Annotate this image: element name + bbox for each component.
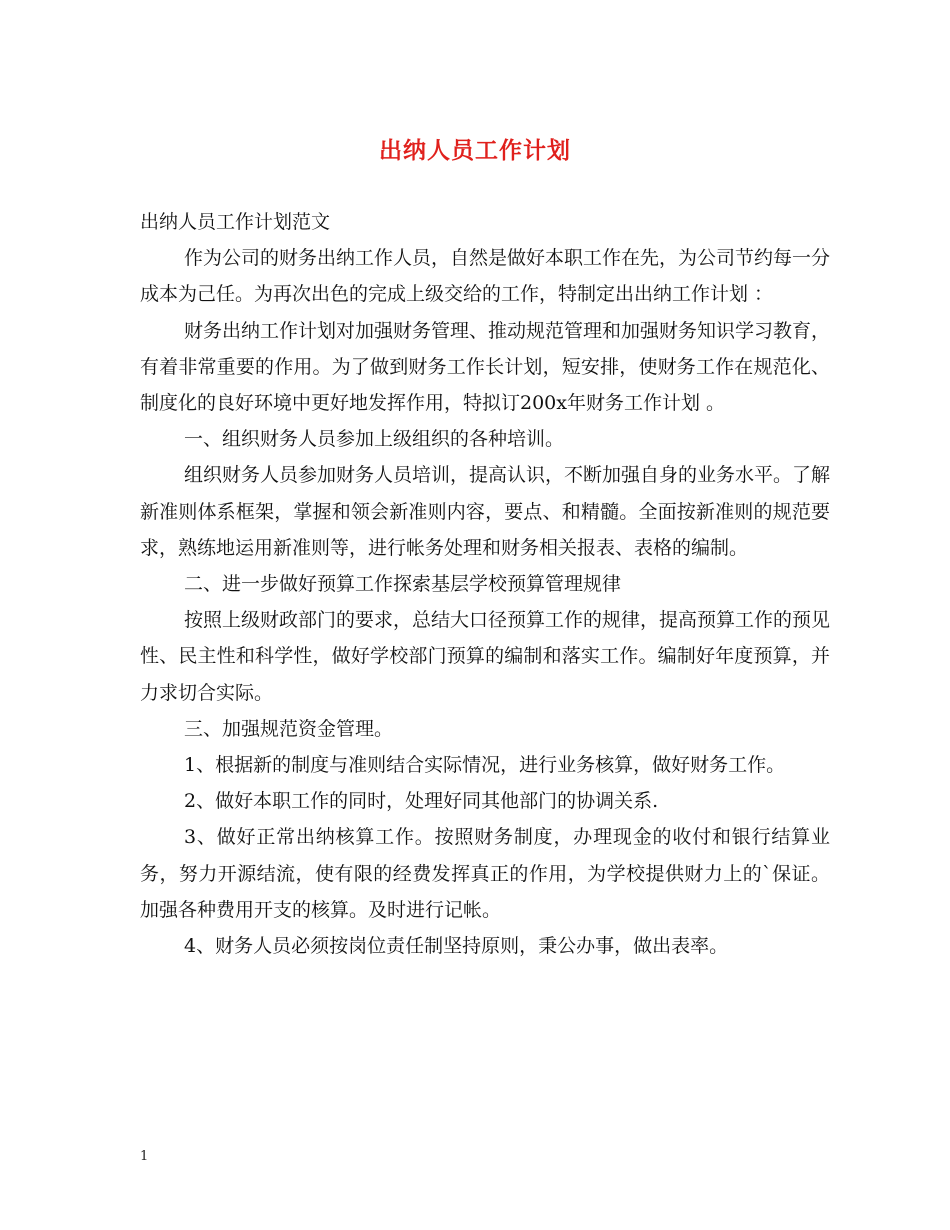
paragraph-purpose: 财务出纳工作计划对加强财务管理、推动规范管理和加强财务知识学习教育，有着非常重要的作用。为了做到财务工作长计划，短安排，使财务工作在规范化、制度化的良好环境中更好地发挥作用，特拟订200x年财务工作计划 。 [140,319,831,415]
document-subtitle: 出纳人员工作计划范文 [140,211,331,233]
list-item-3: 3、做好正常出纳核算工作。按照财务制度，办理现金的收付和银行结算业务，努力开源结流，使有限的经费发挥真正的作用，为学校提供财力上的`保证。加强各种费用开支的核算。及时进行记帐。 [140,826,830,921]
document-body [140,204,830,964]
section-heading-budget: 二、进一步做好预算工作探索基层学校预算管理规律 [184,573,622,596]
document-title: 出纳人员工作计划 [379,137,571,164]
paragraph-budget: 按照上级财政部门的要求，总结大口径预算工作的规律，提高预算工作的预见性、民主性和科学性，做好学校部门预算的编制和落实工作。编制好年度预算，并力求切合实际。 [140,609,831,704]
list-item-1: 1、根据新的制度与准则结合实际情况，进行业务核算，做好财务工作。 [184,754,786,777]
list-item-2: 2、做好本职工作的同时，处理好同其他部门的协调关系. [184,790,659,813]
list-item-4: 4、财务人员必须按岗位责任制坚持原则，秉公办事，做出表率。 [184,935,729,958]
paragraph-intro: 作为公司的财务出纳工作人员，自然是做好本职工作在先，为公司节约每一分成本为己任。为再次出色的完成上级交给的工作，特制定出出纳工作计划 ： [140,247,831,306]
paragraph-training: 组织财务人员参加财务人员培训，提高认识，不断加强自身的业务水平。了解新准则体系框架，掌握和领会新准则内容，要点、和精髓。全面按新准则的规范要求，熟练地运用新准则等，进行帐务处理和财务相关报表、表格的编制。 [140,464,831,559]
section-heading-training: 一、组织财务人员参加上级组织的各种培训。 [184,428,565,451]
page-number: 1 [140,1149,149,1164]
section-heading-funds: 三、加强规范资金管理。 [184,717,394,740]
